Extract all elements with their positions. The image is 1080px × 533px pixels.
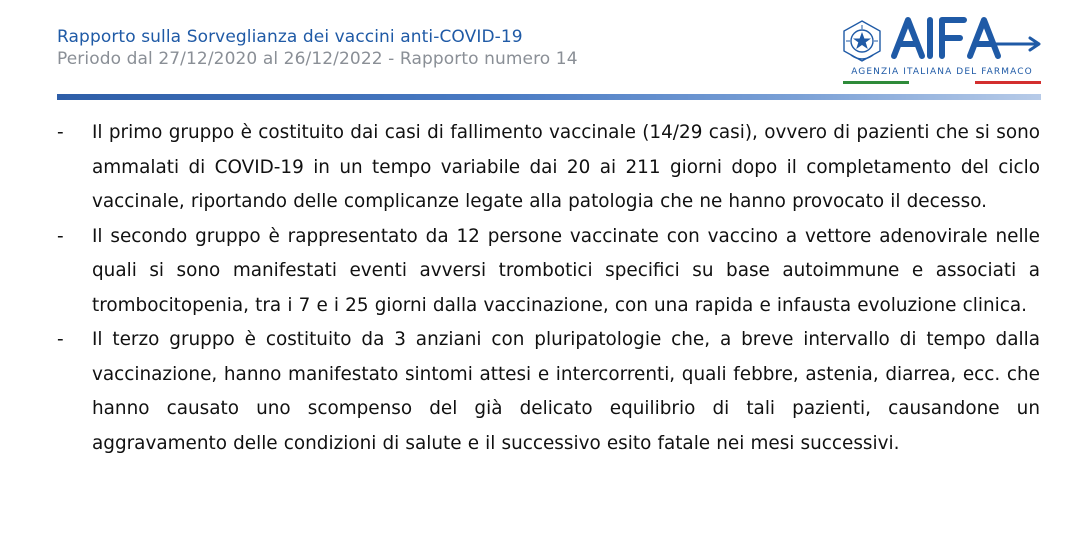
header-divider: [57, 94, 1041, 100]
report-title: Rapporto sulla Sorveglianza dei vaccini anti-COVID-19: [57, 27, 523, 47]
aifa-logo: [890, 14, 1045, 62]
agency-name: AGENZIA ITALIANA DEL FARMACO: [851, 67, 1033, 77]
flag-white: [909, 81, 975, 84]
italian-flag-strip: [843, 81, 1041, 84]
list-item: [57, 116, 1040, 220]
report-subtitle: Periodo dal 27/12/2020 al 26/12/2022 - Rapporto numero 14: [57, 49, 578, 69]
list-item-text: Il primo gruppo è costituito dai casi di fallimento vaccinale (14/29 casi), ovvero di pazienti che si sono ammalati di COVID-19 in un tempo variabile dai 20 ai 211 giorni dopo il completamento del ciclo vaccinale, riportando delle complicanze legate alla patologia che ne hanno provocato il decesso.: [92, 122, 1040, 212]
bullet-dash: -: [57, 122, 64, 143]
list-item-text: Il terzo gruppo è costituito da 3 anziani con pluripatologie che, a breve intervallo di tempo dalla vaccinazione, hanno manifestato sintomi attesi e intercorrenti, quali febbre, astenia, diarrea, ecc. che hanno causato uno scompenso del già delicato equilibrio di tali pazienti, causandone un aggravamento delle condizioni di salute e il successivo esito fatale nei mesi successivi.: [92, 329, 1040, 454]
page-header: [0, 0, 1080, 100]
bullet-dash: -: [57, 225, 64, 247]
list-item: [57, 323, 1040, 461]
flag-green: [843, 81, 909, 84]
bullet-list: [57, 116, 1047, 461]
list-item-text: Il secondo gruppo è rappresentato da 12 persone vaccinate con vaccino a vettore adenovirale nelle quali si sono manifestati eventi avversi trombotici specifici su base autoimmune e associati a trombocitopenia, tra i 7 e i 25 giorni dalla vaccinazione, con una rapida e infausta evoluzione clinica.: [92, 225, 1040, 316]
flag-red: [975, 81, 1041, 84]
italian-emblem-icon: [840, 17, 884, 65]
bullet-dash: -: [57, 329, 64, 350]
list-item: [57, 220, 1040, 324]
